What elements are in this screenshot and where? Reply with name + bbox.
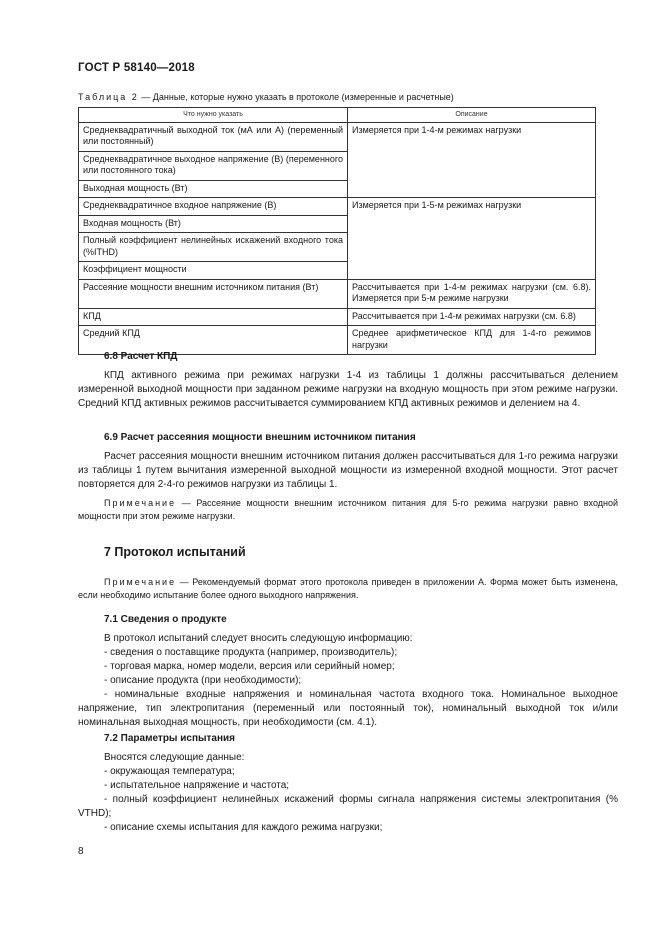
list-item: - номинальные входные напряжения и номинальная частота входного тока. Номинальное выходное напряжение, тип электропитания (переменный или постоянный ток), номинальный выходной ток и/или номинальная выходная мощность, при необходимости (см. 4.1). <box>78 689 618 728</box>
list-item: - окружающая температура; <box>104 766 235 777</box>
section-text-6-9: Расчет рассеяния мощности внешним источником питания должен рассчитываться для 1-го режима нагрузки из таблицы 1 путем вычитания измеренной выходной мощности из измеренной входной мощности. Этот расчет повторяется для 2-4-го режимов нагрузки из таблицы 1. <box>78 451 618 490</box>
table-cell-item: КПД <box>79 308 348 326</box>
table-cell-desc: Измеряется при 1-5-м режимах нагрузки <box>347 198 595 280</box>
list-item: - испытательное напряжение и частота; <box>104 780 290 791</box>
table-cell-desc: Среднее арифметическое КПД для 1-4-го режимов нагрузки <box>347 326 595 355</box>
section-text-7-1 <box>78 632 618 730</box>
list-item: - описание продукта (при необходимости); <box>104 675 302 686</box>
table-row <box>79 122 596 151</box>
table-cell-desc: Измеряется при 1-4-м режимах нагрузки <box>347 122 595 198</box>
standard-header: ГОСТ Р 58140—2018 <box>78 62 195 74</box>
section-heading-6-8: 6.8 Расчет КПД <box>104 351 178 362</box>
table-cell-item: Средний КПД <box>79 326 348 355</box>
table-caption-text: — Данные, которые нужно указать в протоколе (измеренные и расчетные) <box>138 92 454 102</box>
table-cell-item: Выходная мощность (Вт) <box>79 180 348 198</box>
list-intro: Вносятся следующие данные: <box>104 752 245 763</box>
table-row <box>79 279 596 308</box>
note-7 <box>78 576 618 601</box>
note-6-9 <box>78 497 618 522</box>
list-item: - полный коэффициент нелинейных искажений формы сигнала напряжения системы электропитания (% VTHD); <box>78 794 618 819</box>
list-item: - сведения о поставщике продукта (например, производитель); <box>104 647 398 658</box>
note-label: Примечание <box>104 577 177 587</box>
list-intro: В протокол испытаний следует вносить следующую информацию: <box>104 633 413 644</box>
table-cell-item: Входная мощность (Вт) <box>79 215 348 233</box>
table-cell-desc: Рассчитывается при 1-4-м режимах нагрузки (см. 6.8) <box>347 308 595 326</box>
note-text: — Рекомендуемый формат этого протокола приведен в приложении А. Форма может быть изменена, если необходимо испытание более одного выходного напряжения. <box>78 577 618 600</box>
table-row <box>79 198 596 216</box>
section-heading-7-1: 7.1 Сведения о продукте <box>104 614 227 625</box>
data-table <box>78 107 596 355</box>
table-cell-desc: Рассчитывается при 1-4-м режимах нагрузки (см. 6.8). Измеряется при 5-м режиме нагрузки <box>347 279 595 308</box>
section-heading-6-9: 6.9 Расчет рассеяния мощности внешним источником питания <box>104 432 416 443</box>
table-cell-item: Рассеяние мощности внешним источником питания (Вт) <box>79 279 348 308</box>
table-cell-item: Среднеквадратичное выходное напряжение (В) (переменного или постоянного тока) <box>79 151 348 180</box>
note-text: — Рассеяние мощности внешним источником питания для 5-го режима нагрузки равно входной мощности при этом режиме нагрузки. <box>78 498 618 521</box>
section-text-6-8: КПД активного режима при режимах нагрузки 1-4 из таблицы 1 должны рассчитываться делением измеренной выходной мощности при заданном режиме нагрузки на входную мощность при этом режиме нагрузки. Средний КПД активных режимов рассчитывается суммированием КПД активных режимов и делением на 4. <box>78 370 618 409</box>
section-heading-7-2: 7.2 Параметры испытания <box>104 733 236 744</box>
table-cell-item: Среднеквадратичное входное напряжение (В) <box>79 198 348 216</box>
section-heading-7: 7 Протокол испытаний <box>104 545 246 559</box>
table-caption-label: Таблица 2 <box>78 92 139 102</box>
table-col-header: Описание <box>347 108 595 123</box>
table-header-row <box>79 108 596 123</box>
table-caption <box>78 92 598 102</box>
note-label: Примечание <box>104 498 177 508</box>
section-text-7-2 <box>78 751 618 835</box>
table-cell-item: Коэффициент мощности <box>79 262 348 280</box>
table-row <box>79 308 596 326</box>
table-cell-item: Среднеквадратичный выходной ток (мА или А) (переменный или постоянный) <box>79 122 348 151</box>
table-col-header: Что нужно указать <box>79 108 348 123</box>
table-cell-item: Полный коэффициент нелинейных искажений входного тока (%ITHD) <box>79 233 348 262</box>
list-item: - торговая марка, номер модели, версия или серийный номер; <box>104 661 395 672</box>
page-number: 8 <box>78 846 84 857</box>
list-item: - описание схемы испытания для каждого режима нагрузки; <box>104 822 383 833</box>
